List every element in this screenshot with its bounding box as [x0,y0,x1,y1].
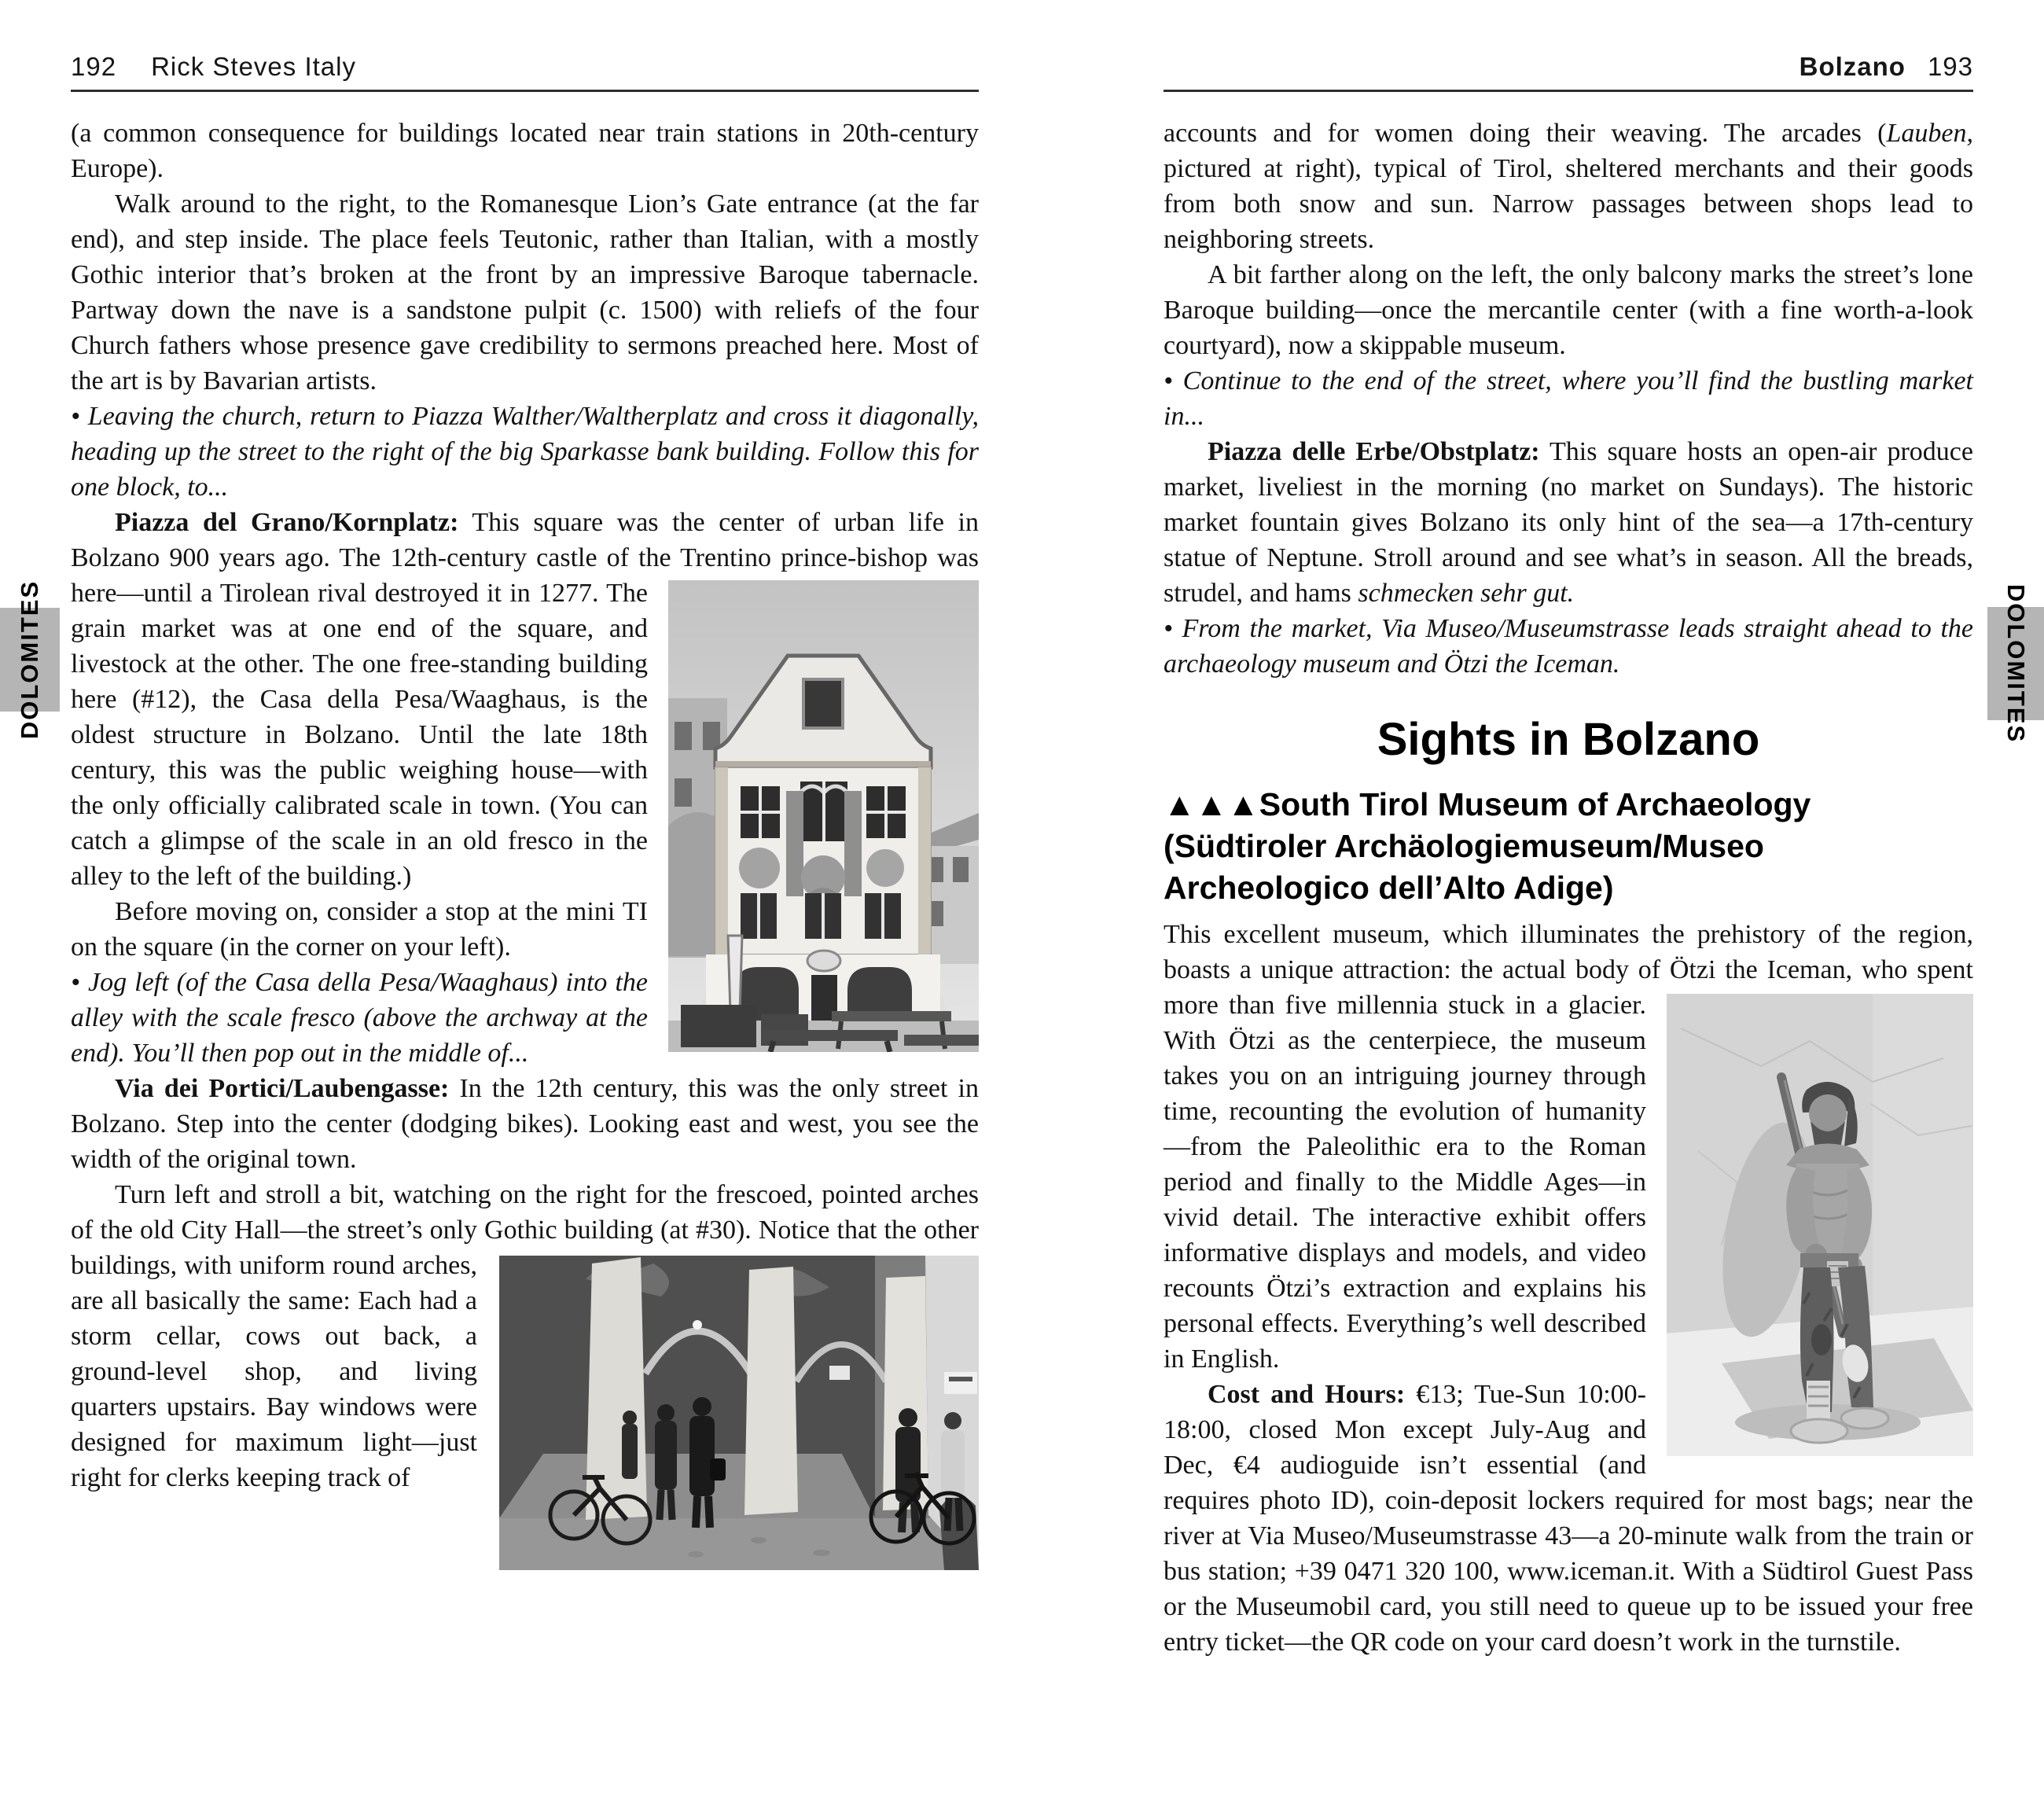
right-page-title: Bolzano [1799,52,1906,81]
casa-della-pesa-building-image [668,580,979,1052]
paragraph-arcades [1164,116,1973,257]
paragraph-kornplatz [71,505,979,894]
runin-heading-laubengasse: Via dei Portici/Laubengasse: [115,1074,450,1103]
paragraph-text: building (at #30). Notice that the other buildings, with uniform round arches, are all basically the same: Each had a storm cellar, cows out back, a ground-level shop, and living quarters upstairs. Bay windows were designed for maximum light—just right for clerks keeping track of [71,1216,979,1492]
left-header-rule [71,90,979,92]
paragraph-text: €13; Tue-Sun 10:00-18:00, closed Mon except July-Aug and Dec, €4 audioguide isn’t essential (and requires photo ID), coin-deposit lockers required for most bags; near the river at Via Museo/Museumstrasse 43—a 20-minute walk from the train or bus station; +39 0471 320 100, www.iceman.it. With a Südtirol Guest Pass or the Museumobil card, you still need to queue up to be issued your free entry ticket—the QR code on your card doesn’t work in the turnstile. [1164,1380,1973,1657]
left-page-header [71,50,979,83]
paragraph-walk-around: Walk around to the right, to the Romanesque Lion’s Gate entrance (at the far end), and step inside. The place feels Teutonic, rather than Italian, with a mostly Gothic interior that’s broken at the front by an impressive Baroque tabernacle. Partway down the nave is a sandstone pulpit (c. 1500) with reliefs of the four Church fathers whose presence gave credibility to sermons preached here. Most of the art is by Bavarian artists. [71,189,979,395]
chapter-tab-left-label: DOLOMITES [16,579,43,740]
left-page-title: Rick Steves Italy [151,52,356,81]
chapter-tab-left [0,579,60,740]
paragraph-text: pictured at right), typical of Tirol, sheltered merchants and their goods from both snow and sun. Narrow passages between shops lead to neighboring streets. [1164,154,1973,254]
right-page-body [1164,116,1973,1660]
guide-note-continue: • Continue to the end of the street, where you’ll find the bustling market in... [1164,366,1973,431]
arcade-street-image [499,1256,979,1570]
runin-heading-kornplatz: Piazza del Grano/Kornplatz: [115,508,459,537]
italic-term-lauben: Lauben, [1886,119,1973,148]
paragraph-museum [1164,917,1973,1377]
runin-heading-obstplatz: Piazza delle Erbe/Obstplatz: [1208,437,1540,466]
runin-heading-cost-hours: Cost and Hours: [1208,1380,1406,1409]
right-page-number: 193 [1927,52,1973,81]
right-header-rule [1164,90,1973,92]
left-page [71,50,979,1570]
left-page-body [71,116,979,1495]
right-page-header [1164,50,1973,83]
paragraph-text: accounts and for women doing their weaving. The arcades ( [1164,119,1887,148]
paragraph-laubengasse [71,1071,979,1177]
otzi-iceman-image [1667,994,1973,1456]
paragraph-text: Turn left and stroll a bit, watching on the right for the frescoed, pointed arches of the old City Hall—the street’s only Gothic [71,1180,979,1245]
guide-note-from-market: • From the market, Via Museo/Museumstrasse leads straight ahead to the archaeology museum and Ötzi the Iceman. [1164,614,1973,679]
italic-phrase-schmecken: schmecken sehr gut. [1358,579,1575,608]
paragraph-text: This excellent museum, which illuminates the prehistory of the region, boasts a unique attraction: the actual body of Ötzi the Iceman, [1164,920,1973,984]
sights-in-bolzano-heading: Sights in Bolzano [1377,714,1760,765]
paragraph-text: This square hosts an open-air produce market, liveliest in the morning (no market on Sundays). The historic market fountain gives Bolzano its only hint of the sea—a 17th-century statue of Neptune. Stroll around and see what’s in season. All the breads, strudel, and hams [1164,437,1973,608]
right-page [1164,50,1973,1660]
paragraph-text: who spent more than five millennia stuck in a glacier. With Ötzi as the centerpiece, the museum takes you on an intriguing journey through time, recounting the evolution of humanity—from the Paleolithic era to the Roman period and finally to the Middle Ages—in vivid detail. The interactive exhibit offers informative displays and models, and video recounts Ötzi’s extraction and explains his personal effects. Everything’s well described in English. [1164,955,1973,1374]
chapter-tab-right-label: DOLOMITES [2002,583,2030,744]
guide-note-leaving-church: • Leaving the church, return to Piazza Walther/Waltherplatz and cross it diagonally, heading up the street to the right of the big Sparkasse bank building. Follow this for one block, to... [71,402,979,502]
photo-casa-della-pesa [668,580,979,1052]
guide-note-jog-left: • Jog left (of the Casa della Pesa/Waaghaus) into the alley with the scale fresco (above the archway at the end). You’ll then pop out in the middle of... [71,968,648,1068]
paragraph-continuation: (a common consequence for buildings located near train stations in 20th-century Europe). [71,119,979,183]
paragraph-text: This square was the center of urban life in Bolzano 900 years ago. The 12th-century castle of the Trentino prince-bishop was here—until [71,508,979,608]
paragraph-text: In the 12th century, this was the only street in Bolzano. Step into the center (dodging bikes). Looking east and west, you see the width of the original town. [71,1074,979,1174]
paragraph-text: a Tirolean rival destroyed it in 1277. The grain market was at one end of the square, and livestock at the other. The one free-standing building here (#12), the Casa della Pesa/Waaghaus, is the oldest structure in Bolzano. Until the late 18th century, this was the public weighing house—with the only officially calibrated scale in town. (You can catch a glimpse of the scale in an old fresco in the alley to the left of the building.) [71,579,648,891]
chapter-tab-right [1987,583,2044,744]
paragraph-baroque-building: A bit farther along on the left, the only balcony marks the street’s lone Baroque building—once the mercantile center (with a fine worth-a-look courtyard), now a skippable museum. [1164,260,1973,360]
paragraph-turn-left [71,1177,979,1495]
paragraph-mini-ti: Before moving on, consider a stop at the mini TI on the square (in the corner on your left). [71,897,648,962]
paragraph-obstplatz [1164,434,1973,611]
left-page-number: 192 [71,52,117,81]
photo-otzi-iceman [1667,994,1973,1456]
photo-laubengasse-arcade [499,1256,979,1570]
museum-heading: ▲▲▲South Tirol Museum of Archaeology (Südtiroler Archäologiemuseum/Museo Archeologico dell’Alto Adige) [1164,786,1811,906]
